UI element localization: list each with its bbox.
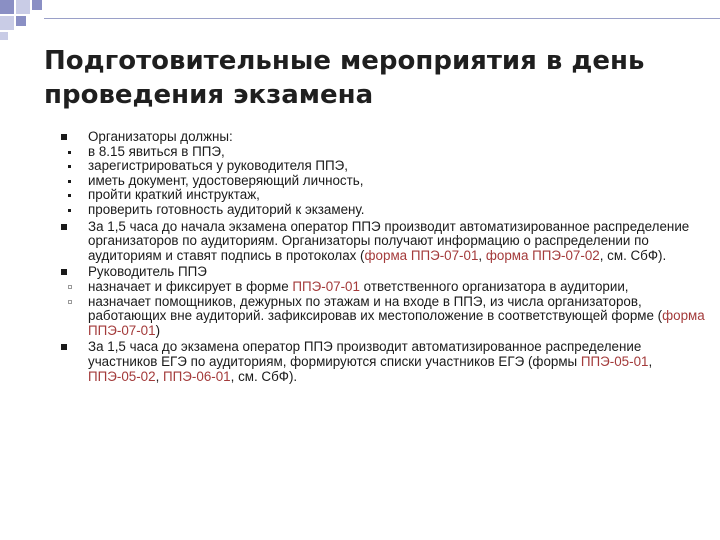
sub-item — [58, 280, 708, 295]
square-bullet-icon — [61, 134, 67, 140]
text-segment: ответственного организатора в аудитории, — [359, 278, 629, 294]
sub-item-text: проверить готовность аудиторий к экзамену. — [88, 201, 365, 217]
dot-bullet-icon — [68, 180, 71, 183]
sub-item-text — [88, 295, 708, 339]
slide-content — [58, 130, 708, 384]
form-reference: ППЭ-05-02 — [88, 368, 156, 384]
sub-item-text: в 8.15 явиться в ППЭ, — [88, 143, 225, 159]
title-rule — [44, 18, 720, 19]
text-segment: назначает помощников, дежурных по этажам и на входе в ППЭ, из числа организаторов, работающих вне аудиторий. зафиксировав их местоположение в соответствующей форме ( — [88, 293, 663, 324]
sub-item-text — [88, 280, 708, 295]
sub-item — [58, 145, 708, 160]
form-reference: ППЭ-06-01 — [163, 368, 231, 384]
form-reference: форма ППЭ-07-01 — [364, 247, 479, 263]
text-segment: ) — [155, 322, 161, 338]
text-segment: назначает и фиксирует в форме — [88, 278, 293, 294]
text-segment: , — [648, 353, 653, 369]
text-segment: За 1,5 часа до начала экзамена оператор ППЭ производит автоматизированное распределение организаторов по аудиториям. Организаторы получают информацию о распределении по аудиториям и ставят подпись в протоколах ( — [88, 218, 690, 263]
square-bullet-icon — [61, 269, 67, 275]
sub-item-text: зарегистрироваться у руководителя ППЭ, — [88, 158, 349, 174]
text-segment: За 1,5 часа до экзамена оператор ППЭ производит автоматизированное распределение участников ЕГЭ по аудиториям, формируются списки участников ЕГЭ (формы — [88, 339, 642, 369]
sub-item — [58, 174, 708, 189]
slide-title: Подготовительные мероприятия в день проведения экзамена — [44, 46, 645, 110]
square-bullet-icon — [61, 344, 67, 350]
sub-item — [58, 203, 708, 218]
dot-bullet-icon — [68, 165, 71, 168]
dot-bullet-icon — [68, 285, 72, 289]
text-segment: , — [478, 247, 486, 263]
list-item — [58, 265, 708, 280]
sub-item — [58, 159, 708, 174]
list-item — [58, 340, 708, 384]
form-reference: ППЭ-07-01 — [292, 278, 360, 294]
sub-item — [58, 188, 708, 203]
dot-bullet-icon — [68, 151, 71, 154]
square-bullet-icon — [61, 224, 67, 230]
text-segment: , см. СбФ). — [599, 247, 667, 263]
dot-bullet-icon — [68, 209, 71, 212]
item-text: Руководитель ППЭ — [88, 264, 207, 280]
list-item — [58, 220, 708, 264]
sub-item-text: пройти краткий инструктаж, — [88, 187, 260, 203]
form-reference: ППЭ-05-01 — [580, 353, 649, 369]
text-segment: , см. СбФ). — [230, 368, 298, 384]
dot-bullet-icon — [68, 300, 72, 304]
form-reference: форма ППЭ-07-01 — [88, 308, 705, 338]
list-item — [58, 130, 708, 145]
dot-bullet-icon — [68, 194, 71, 197]
item-text — [88, 340, 708, 384]
sub-item — [58, 295, 708, 339]
text-segment: , — [155, 368, 164, 384]
form-reference: форма ППЭ-07-02 — [485, 247, 600, 263]
item-text — [88, 220, 708, 264]
corner-decoration — [0, 0, 60, 44]
item-text: Организаторы должны: — [88, 129, 233, 144]
sub-item-text: иметь документ, удостоверяющий личность, — [88, 172, 364, 188]
